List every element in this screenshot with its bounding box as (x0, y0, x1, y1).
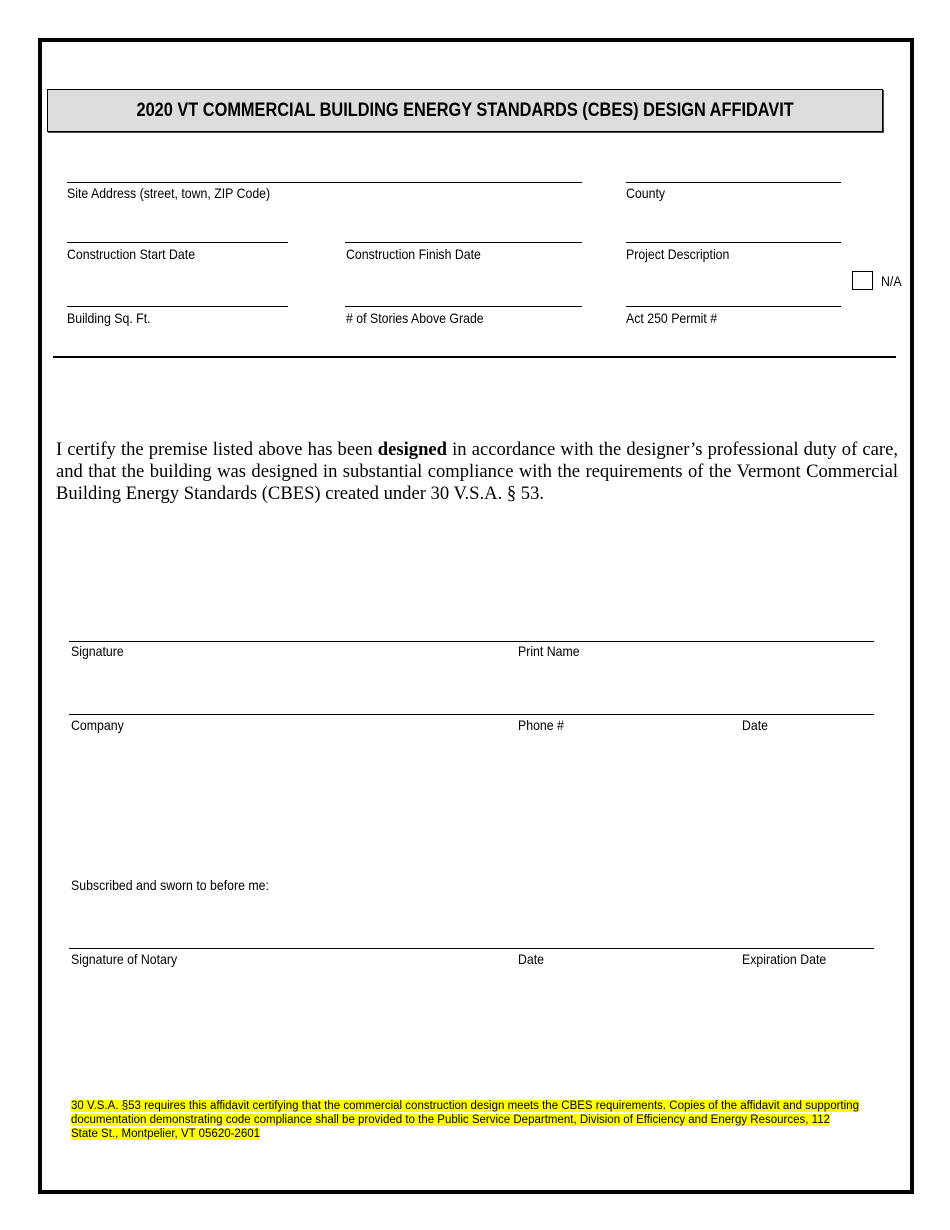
certification-statement (56, 439, 898, 505)
expiration-date-label: Expiration Date (742, 951, 827, 967)
building-sq-ft-label: Building Sq. Ft. (67, 310, 151, 326)
certification-emphasis: designed (377, 439, 448, 460)
project-description-field[interactable] (626, 242, 841, 243)
act-250-permit-field[interactable] (626, 306, 841, 307)
footnote-text: 30 V.S.A. §53 requires this affidavit certifying that the commercial construction design meets the CBES requirements. Copies of the affidavit and supporting documentation demonstrating code compliance shall be provided to the Public Service Department, Division of Efficiency and Energy Resources, 112 State St., Montpelier, VT 05620-2601 (71, 1100, 859, 1140)
signature-label: Signature (71, 643, 124, 659)
na-checkbox[interactable] (852, 271, 873, 290)
site-address-field[interactable] (67, 182, 582, 183)
project-description-label: Project Description (626, 246, 730, 262)
act-250-permit-label: Act 250 Permit # (626, 310, 718, 326)
company-label: Company (71, 717, 124, 733)
stories-above-grade-label: # of Stories Above Grade (346, 310, 484, 326)
phone-label: Phone # (518, 717, 564, 733)
date-label: Date (742, 717, 769, 733)
construction-start-date-label: Construction Start Date (67, 246, 196, 262)
print-name-label: Print Name (518, 643, 580, 659)
construction-finish-date-label: Construction Finish Date (346, 246, 481, 262)
na-label: N/A (881, 273, 902, 289)
form-title: 2020 VT COMMERCIAL BUILDING ENERGY STANDARDS (CBES) DESIGN AFFIDAVIT (136, 99, 794, 121)
form-title-banner (47, 89, 883, 132)
certification-text-start: I certify the premise listed above has been (56, 439, 378, 460)
notary-date-label: Date (518, 951, 545, 967)
signature-line[interactable] (69, 641, 874, 642)
construction-finish-date-field[interactable] (345, 242, 582, 243)
page-border (38, 38, 914, 1194)
notary-signature-label: Signature of Notary (71, 951, 178, 967)
certification-text-end: in accordance with the designer’s professional duty of care, and that the building was designed in substantial compliance with the requirements of the Vermont Commercial Building Energy Standards (CBES) created under 30 V.S.A. § 53. (56, 439, 898, 504)
construction-start-date-field[interactable] (67, 242, 288, 243)
county-field[interactable] (626, 182, 841, 183)
site-address-label: Site Address (street, town, ZIP Code) (67, 185, 271, 201)
stories-above-grade-field[interactable] (345, 306, 582, 307)
section-divider (53, 356, 896, 358)
sworn-statement: Subscribed and sworn to before me: (71, 877, 269, 893)
building-sq-ft-field[interactable] (67, 306, 288, 307)
notary-signature-line[interactable] (69, 948, 874, 949)
statutory-footnote (71, 1099, 859, 1141)
company-line[interactable] (69, 714, 874, 715)
county-label: County (626, 185, 666, 201)
